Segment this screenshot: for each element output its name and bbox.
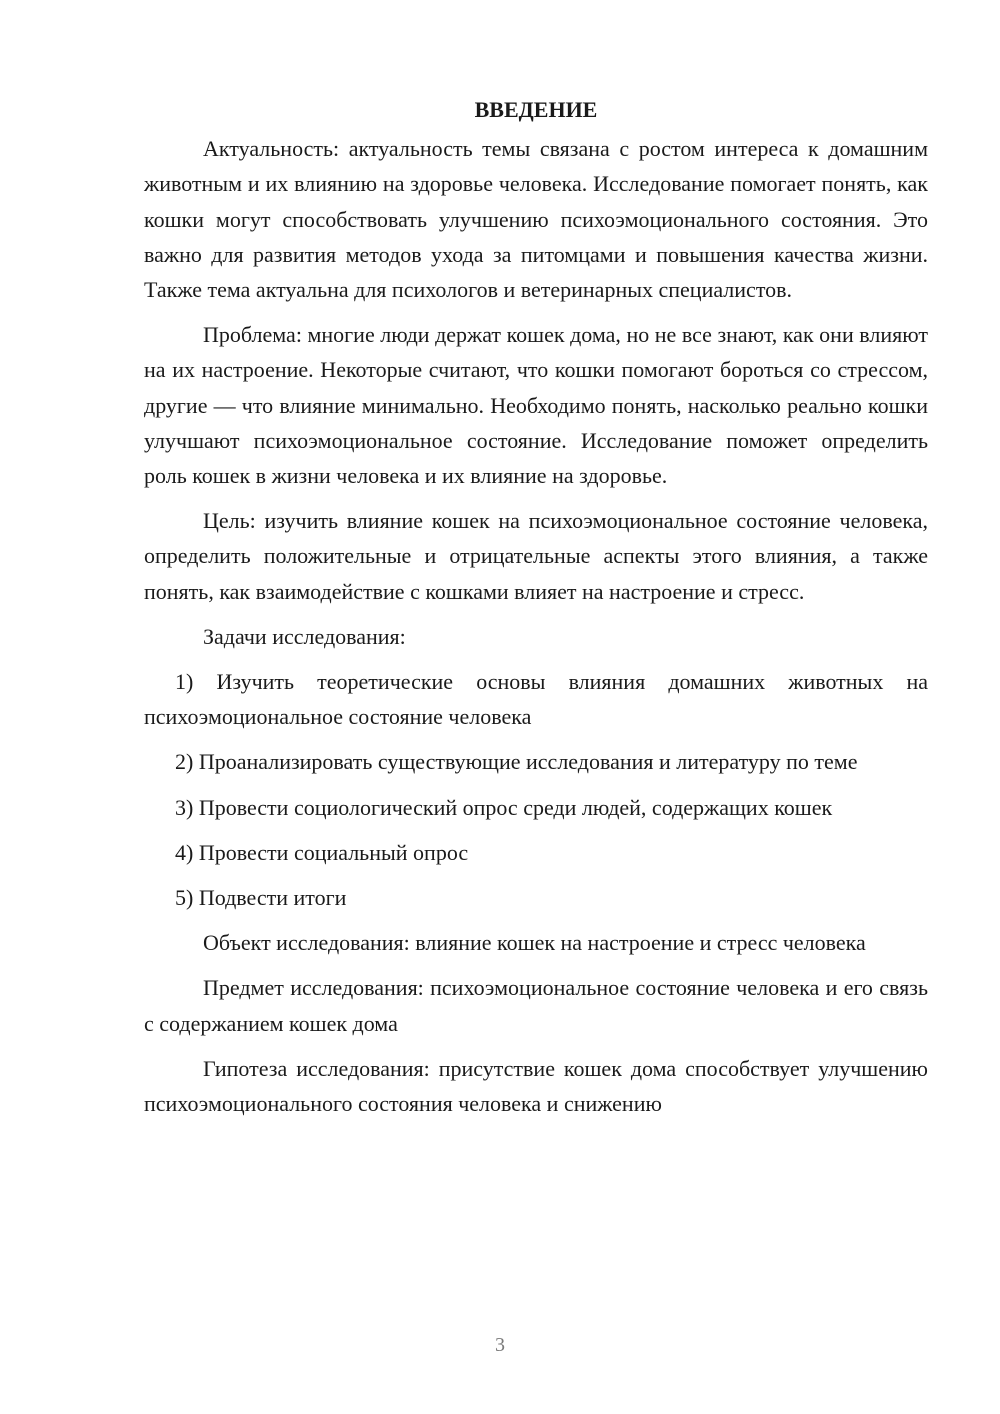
task-item-2: 2) Проанализировать существующие исследования и литературу по теме xyxy=(175,749,858,775)
object-paragraph: Объект исследования: влияние кошек на настроение и стресс человека xyxy=(203,930,866,956)
task-item-4: 4) Провести социальный опрос xyxy=(175,839,469,865)
subject-paragraph: Предмет исследования: психоэмоциональное состояние человека и его связь с содержанием кошек дома xyxy=(144,975,928,1036)
task-item-5: 5) Подвести итоги xyxy=(175,885,347,911)
section-title: ВВЕДЕНИЕ xyxy=(474,97,598,122)
tasks-heading: Задачи исследования: xyxy=(203,623,406,649)
relevance-paragraph: Актуальность: актуальность темы связана с ростом интереса к домашним животным и их влиянию на здоровье человека. Исследование помогает понять, как кошки могут способствовать улучшению психоэмоционального состояния. Это важно для развития методов ухода за питомцами и повышения качества жизни. Также тема актуальна для психологов и ветеринарных специалистов. xyxy=(144,136,928,303)
page-content xyxy=(144,92,928,1131)
problem-paragraph: Проблема: многие люди держат кошек дома, но не все знают, как они влияют на их настроение. Некоторые считают, что кошки помогают бороться со стрессом, другие — что влияние минимально. Необходимо понять, насколько реально кошки улучшают психоэмоциональное состояние. Исследование поможет определить роль кошек в жизни человека и их влияние на здоровье. xyxy=(144,322,928,489)
goal-paragraph: Цель: изучить влияние кошек на психоэмоциональное состояние человека, определить положительные и отрицательные аспекты этого влияния, а также понять, как взаимодействие с кошками влияет на настроение и стресс. xyxy=(144,508,928,604)
task-item-3: 3) Провести социологический опрос среди людей, содержащих кошек xyxy=(175,794,833,820)
task-item-1: 1) Изучить теоретические основы влияния домашних животных на психоэмоциональное состояние человека xyxy=(144,669,928,730)
page-number: 3 xyxy=(495,1334,505,1356)
hypothesis-paragraph: Гипотеза исследования: присутствие кошек дома способствует улучшению психоэмоционального состояния человека и снижению xyxy=(144,1055,928,1117)
